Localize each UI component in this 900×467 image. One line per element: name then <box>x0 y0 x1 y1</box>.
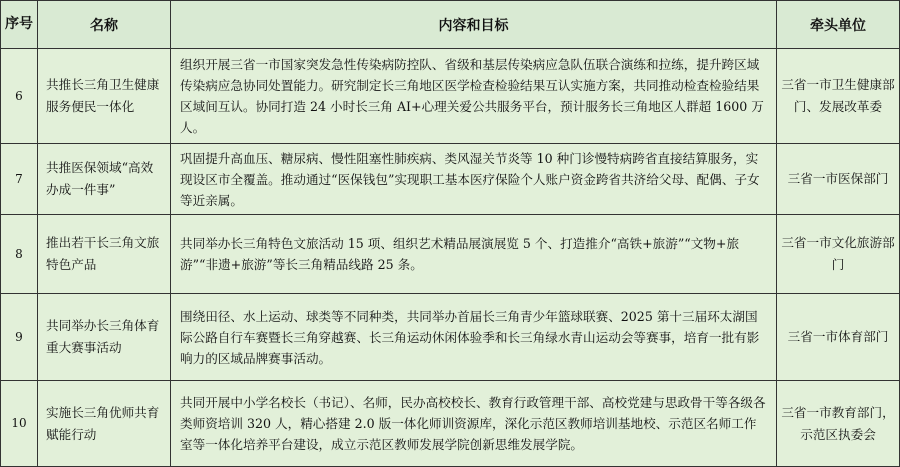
table-row <box>1 294 900 381</box>
row-name: 推出若干长三角文旅特色产品 <box>38 215 171 294</box>
row-number: 7 <box>1 144 38 215</box>
row-name: 共推长三角卫生健康服务便民一体化 <box>38 49 171 144</box>
row-number: 9 <box>1 294 38 381</box>
row-lead-unit: 三省一市教育部门，示范区执委会 <box>777 381 900 467</box>
row-number: 10 <box>1 381 38 467</box>
table-row <box>1 49 900 144</box>
row-name: 共推医保领域“高效办成一件事” <box>38 144 171 215</box>
row-lead-unit: 三省一市体育部门 <box>777 294 900 381</box>
row-content: 围绕田径、水上运动、球类等不同种类，共同举办首届长三角青少年篮球联赛、2025 第十三届环太湖国际公路自行车赛暨长三角穿越赛、长三角运动休闲体验季和长三角绿水青山运动会等赛事，培育一批有影响力的区域品牌赛事活动。 <box>171 294 777 381</box>
row-number: 6 <box>1 49 38 144</box>
table-header-row <box>1 1 900 49</box>
table-row <box>1 381 900 467</box>
row-name: 共同举办长三角体育重大赛事活动 <box>38 294 171 381</box>
table-row <box>1 215 900 294</box>
table-row <box>1 144 900 215</box>
row-content: 共同开展中小学名校长（书记）、名师，民办高校校长、教育行政管理干部、高校党建与思政骨干等各级各类师资培训 320 人，精心搭建 2.0 版一体化师训资源库，深化示范区教师培训基地校、示范区名师工作室等一体化培养平台建设，成立示范区教师发展学院创新思维发展学院。 <box>171 381 777 467</box>
row-content: 共同举办长三角特色文旅活动 15 项、组织艺术精品展演展览 5 个、打造推介“高铁+旅游”“文物+旅游”“非遗+旅游”等长三角精品线路 25 条。 <box>171 215 777 294</box>
row-lead-unit: 三省一市医保部门 <box>777 144 900 215</box>
header-name: 名称 <box>38 1 171 49</box>
header-seq: 序号 <box>1 1 38 49</box>
row-lead-unit: 三省一市卫生健康部门、发展改革委 <box>777 49 900 144</box>
row-number: 8 <box>1 215 38 294</box>
row-content: 巩固提升高血压、糖尿病、慢性阻塞性肺疾病、类风湿关节炎等 10 种门诊慢特病跨省直接结算服务，实现设区市全覆盖。推动通过“医保钱包”实现职工基本医疗保险个人账户资金跨省共济给父母、配偶、子女等近亲属。 <box>171 144 777 215</box>
row-lead-unit: 三省一市文化旅游部门 <box>777 215 900 294</box>
header-content: 内容和目标 <box>171 1 777 49</box>
row-name: 实施长三角优师共育赋能行动 <box>38 381 171 467</box>
row-content: 组织开展三省一市国家突发急性传染病防控队、省级和基层传染病应急队伍联合演练和拉练，提升跨区域传染病应急协同处置能力。研究制定长三角地区医学检查检验结果互认实施方案，共同推动检查检验结果区域间互认。协同打造 24 小时长三角 AI+心理关爱公共服务平台，预计服务长三角地区人群超 1600 万人。 <box>171 49 777 144</box>
header-lead: 牵头单位 <box>777 1 900 49</box>
